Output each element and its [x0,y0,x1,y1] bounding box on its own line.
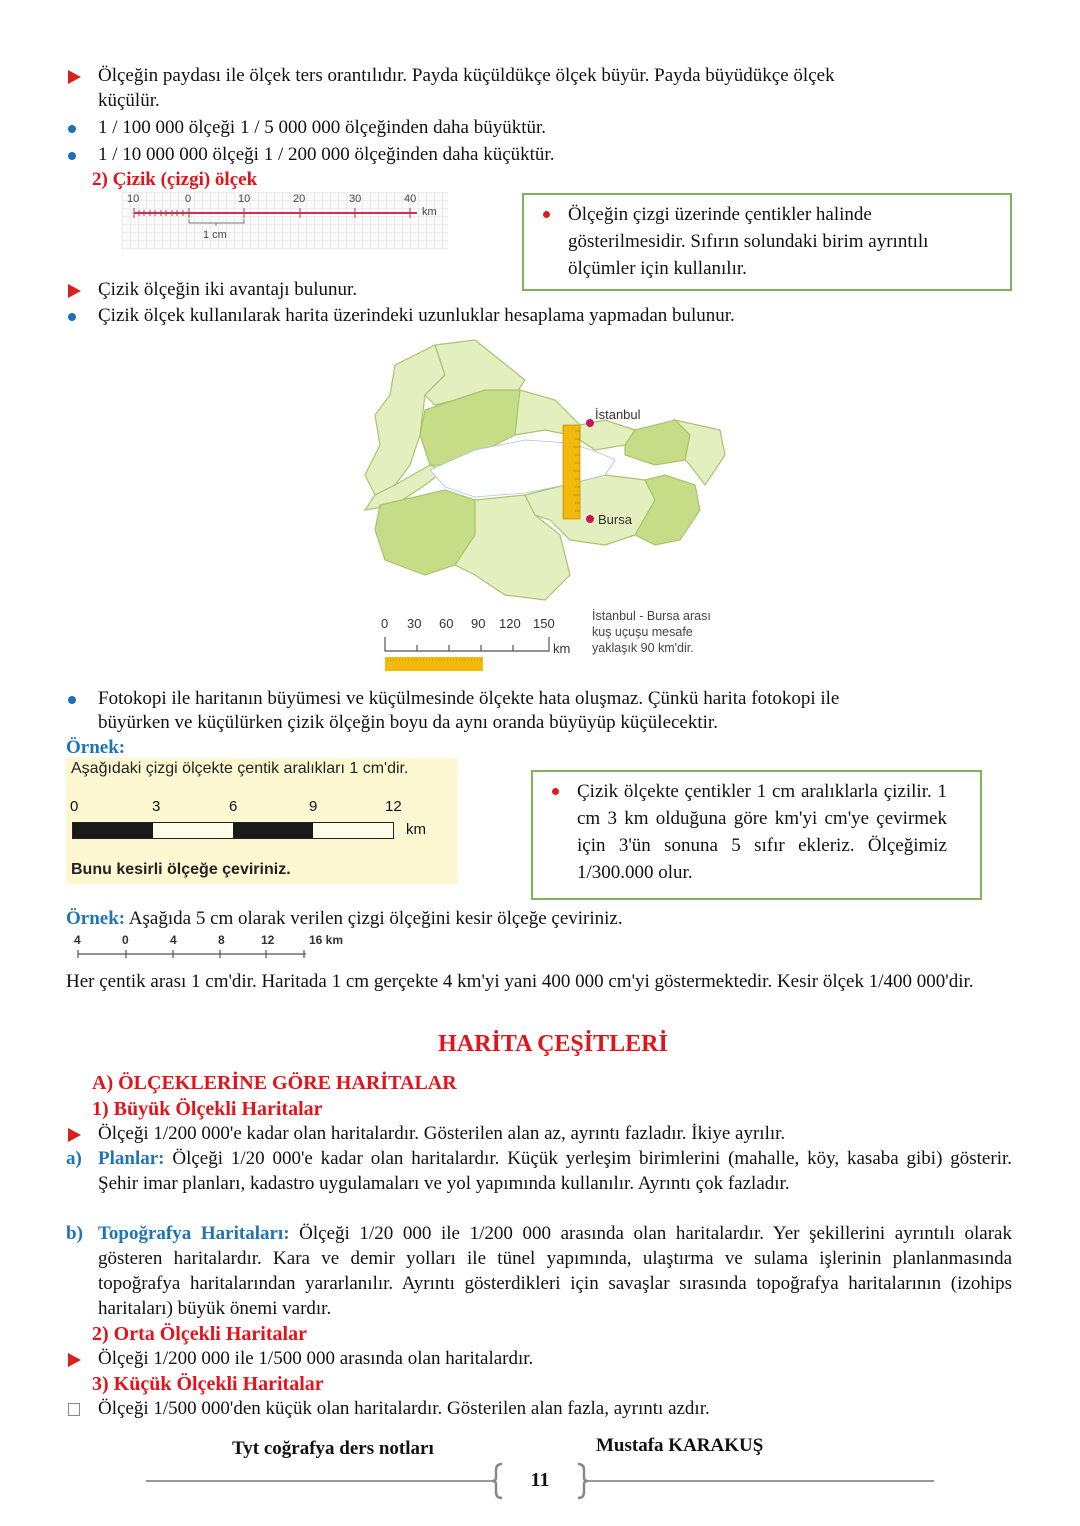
marmara-map-svg [335,335,735,605]
tick-label: 12 [385,798,402,815]
list-text: Fotokopi ile haritanın büyümesi ve küçülmesinde ölçekte hata oluşmaz. Çünkü harita fotokopi ile [98,688,840,709]
dot-bullet-icon [68,696,76,704]
item-marker: a) [66,1148,82,1169]
tick-label: 0 [185,193,192,205]
tick-label: 60 [439,616,454,631]
list-item-continuation: küçülür. [98,90,160,111]
list-text: Ölçeği 1/200 000'e kadar olan haritalardır. Gösterilen alan az, ayrıntı fazladır. İkiye ayrılır. [98,1123,786,1144]
list-item [66,1397,710,1421]
tick-label: 0 [381,616,389,631]
arrow-bullet-icon [68,70,81,84]
tick-label: 3 [152,798,161,815]
tick-label: 6 [229,798,238,815]
section-heading: A) ÖLÇEKLERİNE GÖRE HARİTALAR [92,1072,457,1094]
footer-rule-right [584,1480,934,1482]
tick-label: 120 [499,616,521,631]
tick-label: 150 [533,616,555,631]
tick-label: 10 [127,193,140,205]
arrow-bullet-icon [68,1128,81,1142]
info-box [531,770,982,900]
unit-label: km [553,641,571,656]
tick-label: 9 [309,798,318,815]
list-text: 1 / 10 000 000 ölçeği 1 / 200 000 ölçeğinden daha küçüktür. [98,144,555,165]
city-label-bursa: Bursa [598,512,632,527]
list-item [66,116,546,140]
list-item-continuation: büyürken ve küçülürken çizik ölçeğin boyu da aynı oranda büyüyüp küçülecektir. [98,712,718,733]
list-item [66,687,839,711]
istanbul-dot [586,419,594,427]
list-text: 1 / 100 000 ölçeği 1 / 5 000 000 ölçeğinden daha büyüktür. [98,117,547,138]
map-scale-bar [381,635,551,675]
tick-label: 4 [74,933,81,947]
list-item-topografya [66,1221,1012,1321]
list-item [66,1122,785,1146]
tick-label: 90 [471,616,486,631]
tick-label: 40 [404,193,417,205]
term: Topoğrafya Haritaları: [98,1223,290,1244]
list-item [66,143,554,167]
alternating-scale-bar [72,822,394,839]
dot-bullet-icon [68,125,76,133]
tick-label: 0 [70,798,79,815]
bracket-label: 1 cm [203,229,227,241]
list-item [66,304,735,328]
example-label: Örnek: [66,908,126,929]
example-2-scale [66,933,366,963]
definition: Ölçeği 1/20 000'e kadar olan haritalardır. Küçük yerleşim birimlerini (mahalle, köy, kasaba gibi) gösterir. Şehir imar planları, kadastro uygulamaları ve yol yapımında kullanılır. Ayrıntı çok fazladır. [98,1148,1012,1194]
section-heading: 2) Çizik (çizgi) ölçek [92,169,258,190]
figure-title: Aşağıdaki çizgi ölçekte çentik aralıkları 1 cm'dir. [71,760,409,777]
item-marker: b) [66,1223,83,1244]
caption-line: kuş uçuşu mesafe [592,625,693,639]
map-caption [592,608,711,656]
caption-line: İstanbul - Bursa arası [592,609,711,623]
map-figure [335,335,735,680]
tick-label: 0 [122,933,129,947]
tick-label: 10 [238,193,251,205]
subsection-heading: 2) Orta Ölçekli Haritalar [92,1323,307,1345]
info-text: Ölçeğin çizgi üzerinde çentikler halinde gösterilmesidir. Sıfırın solundaki birim ayrıntılı ölçümler için kullanılır. [568,204,929,279]
task-text: Bunu kesirli ölçeğe çeviriniz. [71,861,291,878]
red-bullet-icon [552,788,559,795]
example-figure [66,758,458,884]
unit-label: km [422,206,437,218]
arrow-bullet-icon [68,284,81,298]
tick-label: 30 [349,193,362,205]
scale-bar [66,947,306,961]
example-label: Örnek: [66,737,126,758]
arrow-bullet-icon [68,1353,81,1367]
subsection-heading: 1) Büyük Ölçekli Haritalar [92,1098,323,1120]
dot-bullet-icon [68,152,76,160]
example-text: Aşağıda 5 cm olarak verilen çizgi ölçeğini kesir ölçeğe çeviriniz. [125,908,623,929]
example-2 [66,907,623,931]
section-title: HARİTA ÇEŞİTLERİ [438,1031,668,1057]
red-bullet-icon [543,211,550,218]
footer-right: Mustafa KARAKUŞ [596,1435,764,1456]
list-text: Ölçeği 1/500 000'den küçük olan haritalardır. Gösterilen alan fazla, ayrıntı azdır. [98,1398,710,1419]
tick-label: 30 [407,616,422,631]
list-item [66,278,357,302]
list-item [66,1347,533,1371]
term: Planlar: [98,1148,165,1169]
footer-left: Tyt coğrafya ders notları [232,1438,434,1459]
bursa-dot [586,515,594,523]
footer-rule-left [146,1480,494,1482]
list-item [66,64,835,88]
dot-bullet-icon [68,313,76,321]
list-text: Ölçeğin paydası ile ölçek ters orantılıdır. Payda küçüldükçe ölçek büyür. Payda büyüdükçe ölçek [98,65,835,86]
subsection-heading: 3) Küçük Ölçekli Haritalar [92,1373,324,1395]
tick-label: 20 [293,193,306,205]
map-scale-ticks [381,616,571,636]
page-number: 11 [530,1469,550,1491]
tick-label: 8 [218,933,225,947]
checkbox-bullet-icon [68,1403,80,1416]
list-text: Ölçeği 1/200 000 ile 1/500 000 arasında olan haritalardır. [98,1348,534,1369]
info-text: Çizik ölçekte çentikler 1 cm aralıklarla çizilir. 1 cm 3 km olduğuna göre km'yi cm'ye çevirmek için 3'ün sonuna 5 sıfır ekleriz. Ölçeğimiz 1/300.000 olur. [577,781,947,883]
list-item-planlar [66,1146,1012,1196]
tick-label: 16 km [309,933,344,947]
info-box [522,193,1012,291]
definition: Ölçeği 1/20 000 ile 1/200 000 arasında olan haritalardır. Yer şekillerini ayrıntılı olarak gösteren haritalardır. Kara ve demir yolları ile tünel yapımında, ulaştırma ve sulama işlerinin planlanmasında topoğrafya haritalarından yararlanılır. Ayrıntı gösterdikleri için savaşlar sırasında topoğrafya haritalarının (izohips haritaları) büyük önemi vardır. [98,1223,1012,1319]
tick-label: 12 [261,933,275,947]
list-text: Çizik ölçeğin iki avantajı bulunur. [98,279,358,300]
line-scale-figure [122,192,448,250]
tick-label: 4 [170,933,177,947]
example-answer: Her çentik arası 1 cm'dir. Haritada 1 cm gerçekte 4 km'yi yani 400 000 cm'yi göstermektedir. Kesir ölçek 1/400 000'dir. [66,971,974,992]
caption-line: yaklaşık 90 km'dir. [592,641,694,655]
line-scale-svg [122,192,448,250]
unit-label: km [406,821,426,838]
list-text: Çizik ölçek kullanılarak harita üzerindeki uzunluklar hesaplama yapmadan bulunur. [98,305,735,326]
city-label-istanbul: İstanbul [595,407,641,422]
